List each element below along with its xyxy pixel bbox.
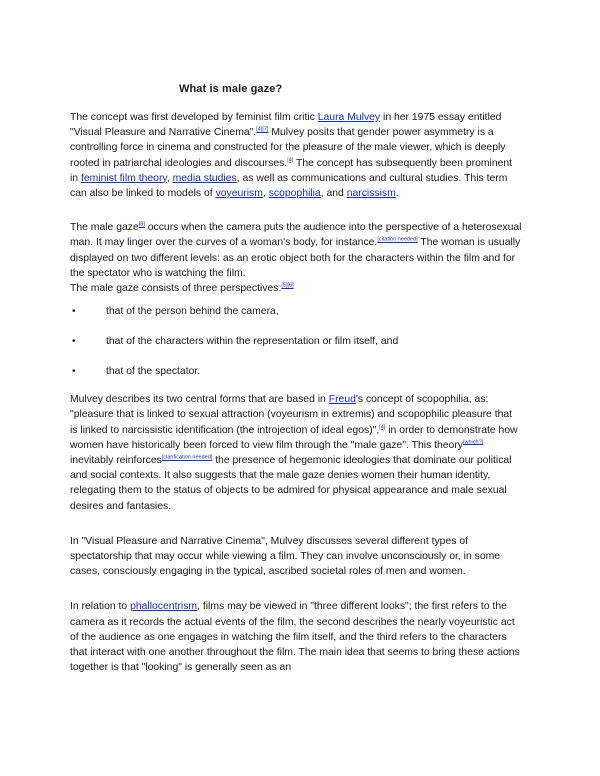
link-media-studies[interactable]: media studies (172, 172, 237, 184)
paragraph-perspectives-intro (70, 281, 522, 296)
text: , and (320, 188, 347, 200)
link-scopophilia[interactable]: scopophilia (268, 188, 321, 200)
list-item (70, 334, 522, 349)
text: Mulvey posits that gender power asymmetry is a controlling force in cinema and constructed for the pleasure of the male viewer, which is deeply rooted in patriarchal ideologies and discourses. (70, 127, 506, 169)
perspectives-list (70, 304, 522, 379)
list-item-text: that of the characters within the representation or film itself, and (106, 336, 399, 348)
citation-needed-link[interactable]: [citation needed] (377, 236, 418, 243)
bullet-icon: • (72, 336, 76, 348)
which-link[interactable]: [which?] (463, 439, 484, 446)
document-body (70, 110, 522, 675)
text: . (395, 188, 399, 200)
text: Mulvey describes its two central forms that are based in (70, 394, 329, 406)
link-phallocentrism[interactable]: phallocentrism (130, 601, 198, 613)
list-item (70, 364, 522, 379)
citation-link[interactable]: [4][7] (256, 126, 269, 133)
text: 's concept of scopophilia, as: "pleasure that is linked to sexual attraction (voyeurism in extremis) and scopophilic pleasure that is linked to narcissistic identification (the introjection of ideal egos)", (70, 394, 513, 436)
text: , (262, 188, 269, 200)
text: The concept was first developed by feminist film critic (70, 112, 318, 123)
link-freud[interactable]: Freud (328, 394, 356, 406)
text: in order to demonstrate how women have historically been forced to view film through the "male gaze". This theory (70, 424, 518, 451)
text: inevitably reinforces (70, 455, 162, 467)
bullet-icon: • (72, 366, 76, 378)
citation-link[interactable]: [4] (287, 157, 294, 164)
link-narcissism[interactable]: narcissism (346, 188, 396, 200)
link-feminist-film-theory[interactable]: feminist film theory (80, 172, 167, 184)
text: , films may be viewed in "three different looks"; the first refers to the camera as it records the actual events of the film, the second describes the nearly voyeuristic act of the audience as one engages in watching the film itself, and the third refers to the characters that interact with one another throughout the film. The main idea that seems to bring these actions together is that "looking" is generally seen as an (70, 601, 520, 674)
link-voyeurism[interactable]: voyeurism (215, 188, 263, 200)
text: The woman is usually displayed on two different levels: as an erotic object both for the characters within the film and for the spectator who is watching the film. (70, 237, 521, 279)
bullet-icon: • (72, 306, 76, 318)
text: The male gaze (70, 222, 139, 234)
link-laura-mulvey[interactable]: Laura Mulvey (317, 112, 381, 123)
list-item (70, 304, 522, 319)
text: in her 1975 essay entitled "Visual Pleasure and Narrative Cinema". (70, 112, 502, 139)
paragraph-phallocentrism (70, 599, 522, 675)
text: the presence of hegemonic ideologies that dominate our political and social contexts. It also suggests that the male gaze denies women their human identity, relegating them to the status of objects to be admired for physical appearance and male sexual desires and fantasies. (70, 455, 512, 512)
text: , as well as communications and cultural studies. This term can also be linked to models of (70, 172, 508, 200)
text: The male gaze consists of three perspectives: (70, 283, 282, 295)
paragraph-mulvey-forms (70, 392, 522, 514)
clarification-needed-link[interactable]: [clarification needed] (161, 454, 213, 461)
text: The concept has subsequently been prominent in (70, 157, 513, 184)
paragraph-spectatorship: In "Visual Pleasure and Narrative Cinema", Mulvey discusses several different types of spectatorship that may occur while viewing a film. They can involve unconsciously or, in some cases, consciously engaging in the typical, ascribed societal roles of men and women. (70, 535, 501, 578)
citation-link[interactable]: [8] (138, 221, 145, 228)
text: occurs when the camera puts the audience into the perspective of a heterosexual man. It may linger over the curves of a woman's body, for instance. (70, 222, 522, 249)
paragraph-origin (70, 110, 522, 201)
page-title: What is male gaze? (179, 83, 283, 95)
citation-link[interactable]: [5][6] (281, 282, 294, 289)
paragraph-male-gaze-definition (70, 220, 522, 281)
list-item-text: that of the spectator. (106, 366, 201, 378)
text: In relation to (70, 601, 131, 613)
list-item-text: that of the person behind the camera, (106, 306, 279, 318)
citation-link[interactable]: [4] (379, 424, 386, 431)
text: , (166, 172, 173, 184)
